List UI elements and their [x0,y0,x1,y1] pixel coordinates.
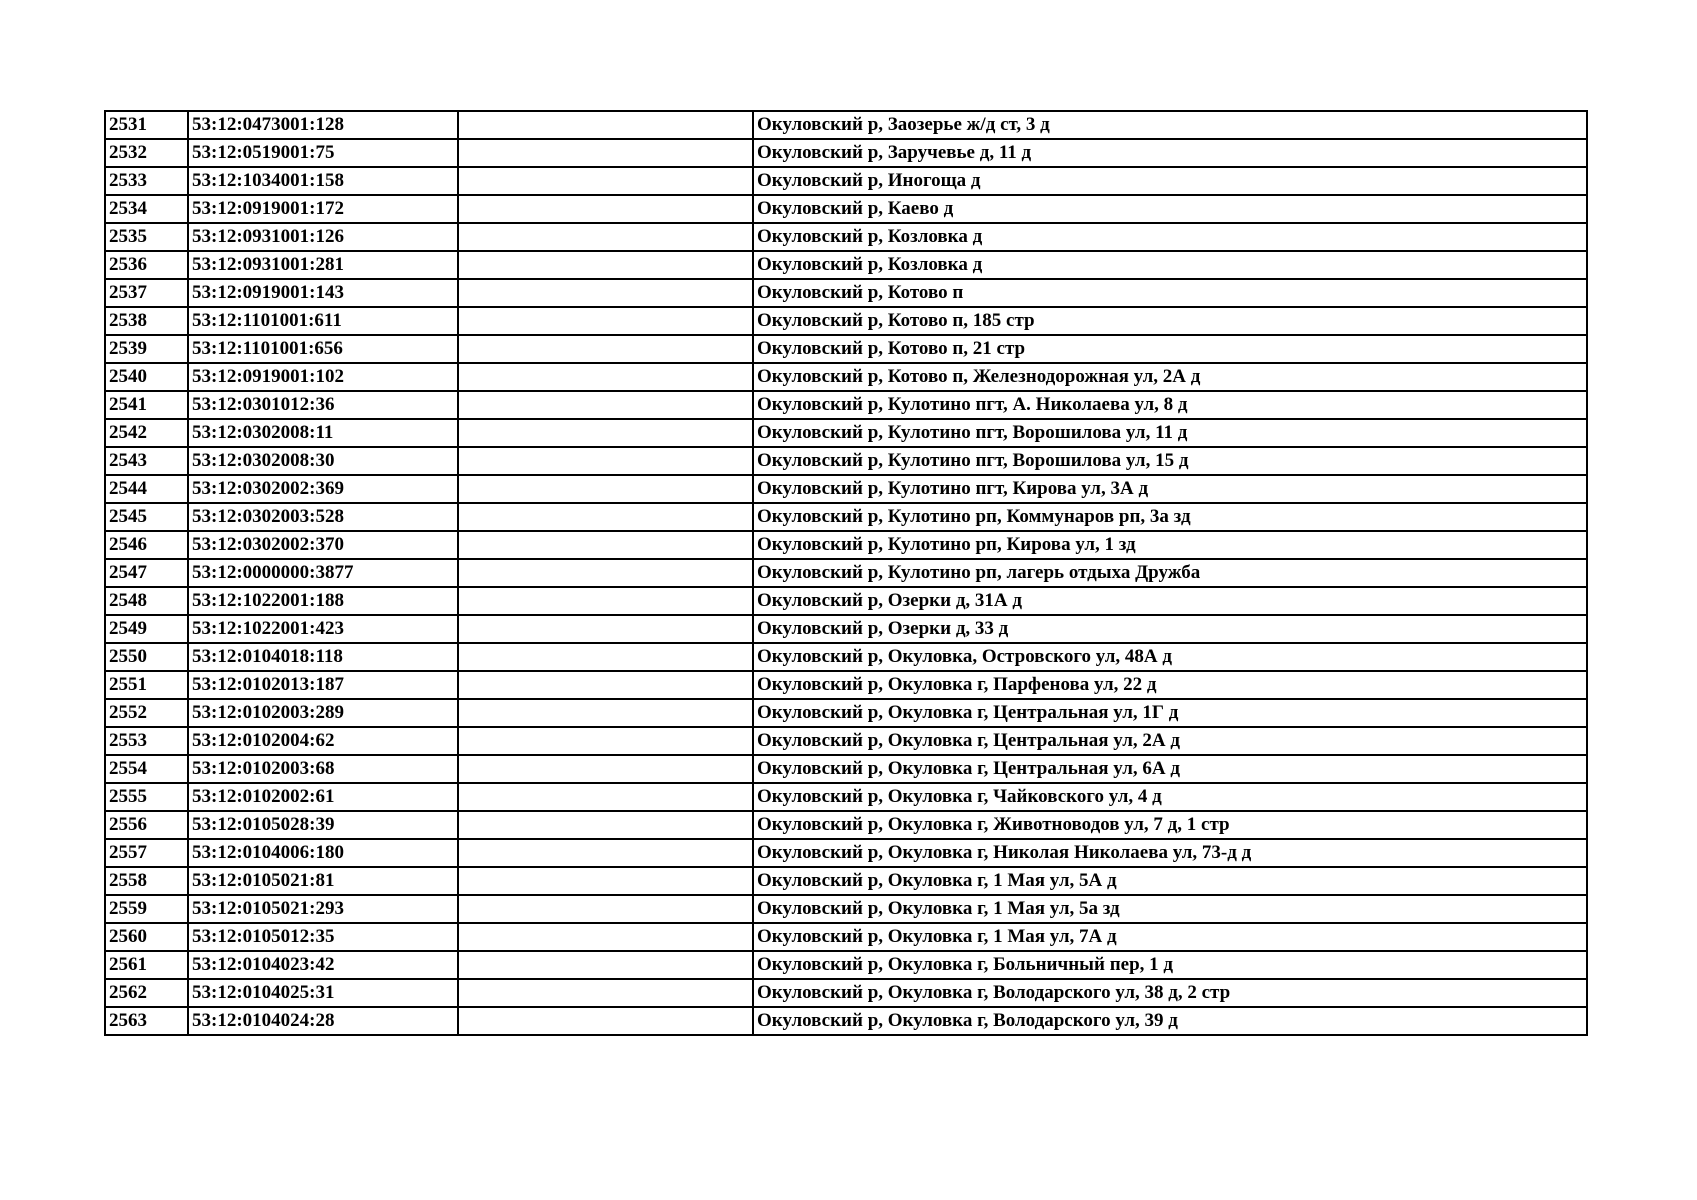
empty-cell [458,391,753,419]
address-cell: Окуловский р, Котово п, 185 стр [753,307,1587,335]
row-number-cell: 2548 [105,587,188,615]
cadastral-number-cell: 53:12:0473001:128 [188,111,458,139]
table-row [105,559,1587,587]
empty-cell [458,475,753,503]
table-row [105,727,1587,755]
empty-cell [458,867,753,895]
address-cell: Окуловский р, Кулотино рп, лагерь отдыха Дружба [753,559,1587,587]
cadastral-number-cell: 53:12:0919001:102 [188,363,458,391]
empty-cell [458,727,753,755]
table-row [105,839,1587,867]
cadastral-number-cell: 53:12:0919001:143 [188,279,458,307]
empty-cell [458,811,753,839]
cadastral-number-cell: 53:12:0919001:172 [188,195,458,223]
address-cell: Окуловский р, Озерки д, 31А д [753,587,1587,615]
table-row [105,279,1587,307]
empty-cell [458,167,753,195]
cadastral-number-cell: 53:12:0931001:281 [188,251,458,279]
address-cell: Окуловский р, Окуловка г, Володарского ул, 38 д, 2 стр [753,979,1587,1007]
address-cell: Окуловский р, Окуловка г, Центральная ул, 1Г д [753,699,1587,727]
empty-cell [458,755,753,783]
address-cell: Окуловский р, Окуловка г, Животноводов ул, 7 д, 1 стр [753,811,1587,839]
cadastral-number-cell: 53:12:0104006:180 [188,839,458,867]
row-number-cell: 2533 [105,167,188,195]
cadastral-number-cell: 53:12:0104023:42 [188,951,458,979]
address-cell: Окуловский р, Каево д [753,195,1587,223]
table-row [105,531,1587,559]
address-cell: Окуловский р, Окуловка г, Чайковского ул, 4 д [753,783,1587,811]
row-number-cell: 2559 [105,895,188,923]
empty-cell [458,111,753,139]
cadastral-number-cell: 53:12:0105012:35 [188,923,458,951]
address-cell: Окуловский р, Окуловка г, 1 Мая ул, 7А д [753,923,1587,951]
cadastral-number-cell: 53:12:0302008:30 [188,447,458,475]
address-cell: Окуловский р, Окуловка, Островского ул, 48А д [753,643,1587,671]
row-number-cell: 2552 [105,699,188,727]
cadastral-number-cell: 53:12:0102003:68 [188,755,458,783]
row-number-cell: 2536 [105,251,188,279]
row-number-cell: 2561 [105,951,188,979]
table-row [105,447,1587,475]
cadastral-number-cell: 53:12:0931001:126 [188,223,458,251]
address-cell: Окуловский р, Козловка д [753,223,1587,251]
table-row [105,139,1587,167]
address-cell: Окуловский р, Котово п, Железнодорожная ул, 2А д [753,363,1587,391]
table-row [105,867,1587,895]
row-number-cell: 2544 [105,475,188,503]
address-cell: Окуловский р, Окуловка г, Николая Николаева ул, 73-д д [753,839,1587,867]
empty-cell [458,531,753,559]
address-cell: Окуловский р, Озерки д, 33 д [753,615,1587,643]
table-row [105,335,1587,363]
address-cell: Окуловский р, Кулотино пгт, Ворошилова ул, 15 д [753,447,1587,475]
row-number-cell: 2551 [105,671,188,699]
row-number-cell: 2560 [105,923,188,951]
cadastral-number-cell: 53:12:1034001:158 [188,167,458,195]
cadastral-number-cell: 53:12:0301012:36 [188,391,458,419]
table-row [105,783,1587,811]
table-row [105,699,1587,727]
row-number-cell: 2534 [105,195,188,223]
empty-cell [458,195,753,223]
address-cell: Окуловский р, Окуловка г, Центральная ул, 6А д [753,755,1587,783]
table-row [105,307,1587,335]
table-row [105,391,1587,419]
row-number-cell: 2547 [105,559,188,587]
table-body [105,111,1587,1035]
address-cell: Окуловский р, Окуловка г, Центральная ул, 2А д [753,727,1587,755]
cadastral-number-cell: 53:12:1101001:656 [188,335,458,363]
address-cell: Окуловский р, Окуловка г, Володарского ул, 39 д [753,1007,1587,1035]
row-number-cell: 2532 [105,139,188,167]
empty-cell [458,307,753,335]
row-number-cell: 2556 [105,811,188,839]
cadastral-number-cell: 53:12:0105021:81 [188,867,458,895]
row-number-cell: 2537 [105,279,188,307]
table-row [105,755,1587,783]
row-number-cell: 2550 [105,643,188,671]
row-number-cell: 2549 [105,615,188,643]
address-cell: Окуловский р, Кулотино пгт, Ворошилова ул, 11 д [753,419,1587,447]
address-cell: Окуловский р, Окуловка г, 1 Мая ул, 5А д [753,867,1587,895]
address-cell: Окуловский р, Кулотино пгт, Кирова ул, 3А д [753,475,1587,503]
row-number-cell: 2543 [105,447,188,475]
row-number-cell: 2545 [105,503,188,531]
address-cell: Окуловский р, Козловка д [753,251,1587,279]
row-number-cell: 2558 [105,867,188,895]
row-number-cell: 2531 [105,111,188,139]
address-cell: Окуловский р, Иногоща д [753,167,1587,195]
empty-cell [458,699,753,727]
address-cell: Окуловский р, Кулотино рп, Коммунаров рп, 3а зд [753,503,1587,531]
empty-cell [458,335,753,363]
empty-cell [458,1007,753,1035]
row-number-cell: 2554 [105,755,188,783]
empty-cell [458,979,753,1007]
table-row [105,363,1587,391]
empty-cell [458,895,753,923]
table-row [105,195,1587,223]
table-row [105,923,1587,951]
empty-cell [458,419,753,447]
cadastral-number-cell: 53:12:0104018:118 [188,643,458,671]
empty-cell [458,447,753,475]
empty-cell [458,951,753,979]
row-number-cell: 2541 [105,391,188,419]
cadastral-number-cell: 53:12:0105021:293 [188,895,458,923]
address-cell: Окуловский р, Окуловка г, Парфенова ул, 22 д [753,671,1587,699]
cadastral-number-cell: 53:12:0102013:187 [188,671,458,699]
empty-cell [458,139,753,167]
row-number-cell: 2563 [105,1007,188,1035]
cadastral-number-cell: 53:12:1022001:188 [188,587,458,615]
empty-cell [458,279,753,307]
row-number-cell: 2555 [105,783,188,811]
row-number-cell: 2535 [105,223,188,251]
row-number-cell: 2538 [105,307,188,335]
empty-cell [458,671,753,699]
cadastral-number-cell: 53:12:0302008:11 [188,419,458,447]
cadastral-number-cell: 53:12:0105028:39 [188,811,458,839]
row-number-cell: 2557 [105,839,188,867]
table-row [105,223,1587,251]
empty-cell [458,559,753,587]
address-cell: Окуловский р, Окуловка г, 1 Мая ул, 5а зд [753,895,1587,923]
property-table [104,110,1588,1036]
table-row [105,979,1587,1007]
table-row [105,503,1587,531]
table-row [105,615,1587,643]
empty-cell [458,251,753,279]
empty-cell [458,923,753,951]
cadastral-number-cell: 53:12:0104024:28 [188,1007,458,1035]
row-number-cell: 2546 [105,531,188,559]
row-number-cell: 2539 [105,335,188,363]
empty-cell [458,363,753,391]
address-cell: Окуловский р, Котово п, 21 стр [753,335,1587,363]
empty-cell [458,839,753,867]
cadastral-number-cell: 53:12:0302003:528 [188,503,458,531]
address-cell: Окуловский р, Кулотино пгт, А. Николаева ул, 8 д [753,391,1587,419]
cadastral-number-cell: 53:12:0000000:3877 [188,559,458,587]
cadastral-number-cell: 53:12:1022001:423 [188,615,458,643]
table-row [105,167,1587,195]
table-row [105,671,1587,699]
table-row [105,419,1587,447]
empty-cell [458,643,753,671]
address-cell: Окуловский р, Котово п [753,279,1587,307]
cadastral-number-cell: 53:12:0102003:289 [188,699,458,727]
table-row [105,587,1587,615]
table-row [105,251,1587,279]
table-row [105,951,1587,979]
empty-cell [458,223,753,251]
table-row [105,1007,1587,1035]
table-row [105,475,1587,503]
address-cell: Окуловский р, Окуловка г, Больничный пер, 1 д [753,951,1587,979]
cadastral-number-cell: 53:12:1101001:611 [188,307,458,335]
row-number-cell: 2562 [105,979,188,1007]
table-row [105,111,1587,139]
cadastral-number-cell: 53:12:0102004:62 [188,727,458,755]
table-row [105,643,1587,671]
row-number-cell: 2540 [105,363,188,391]
cadastral-number-cell: 53:12:0104025:31 [188,979,458,1007]
row-number-cell: 2553 [105,727,188,755]
address-cell: Окуловский р, Кулотино рп, Кирова ул, 1 зд [753,531,1587,559]
cadastral-number-cell: 53:12:0302002:370 [188,531,458,559]
empty-cell [458,587,753,615]
table-row [105,895,1587,923]
address-cell: Окуловский р, Заозерье ж/д ст, 3 д [753,111,1587,139]
cadastral-number-cell: 53:12:0102002:61 [188,783,458,811]
row-number-cell: 2542 [105,419,188,447]
empty-cell [458,783,753,811]
cadastral-number-cell: 53:12:0519001:75 [188,139,458,167]
address-cell: Окуловский р, Заручевье д, 11 д [753,139,1587,167]
empty-cell [458,503,753,531]
table-row [105,811,1587,839]
cadastral-number-cell: 53:12:0302002:369 [188,475,458,503]
empty-cell [458,615,753,643]
